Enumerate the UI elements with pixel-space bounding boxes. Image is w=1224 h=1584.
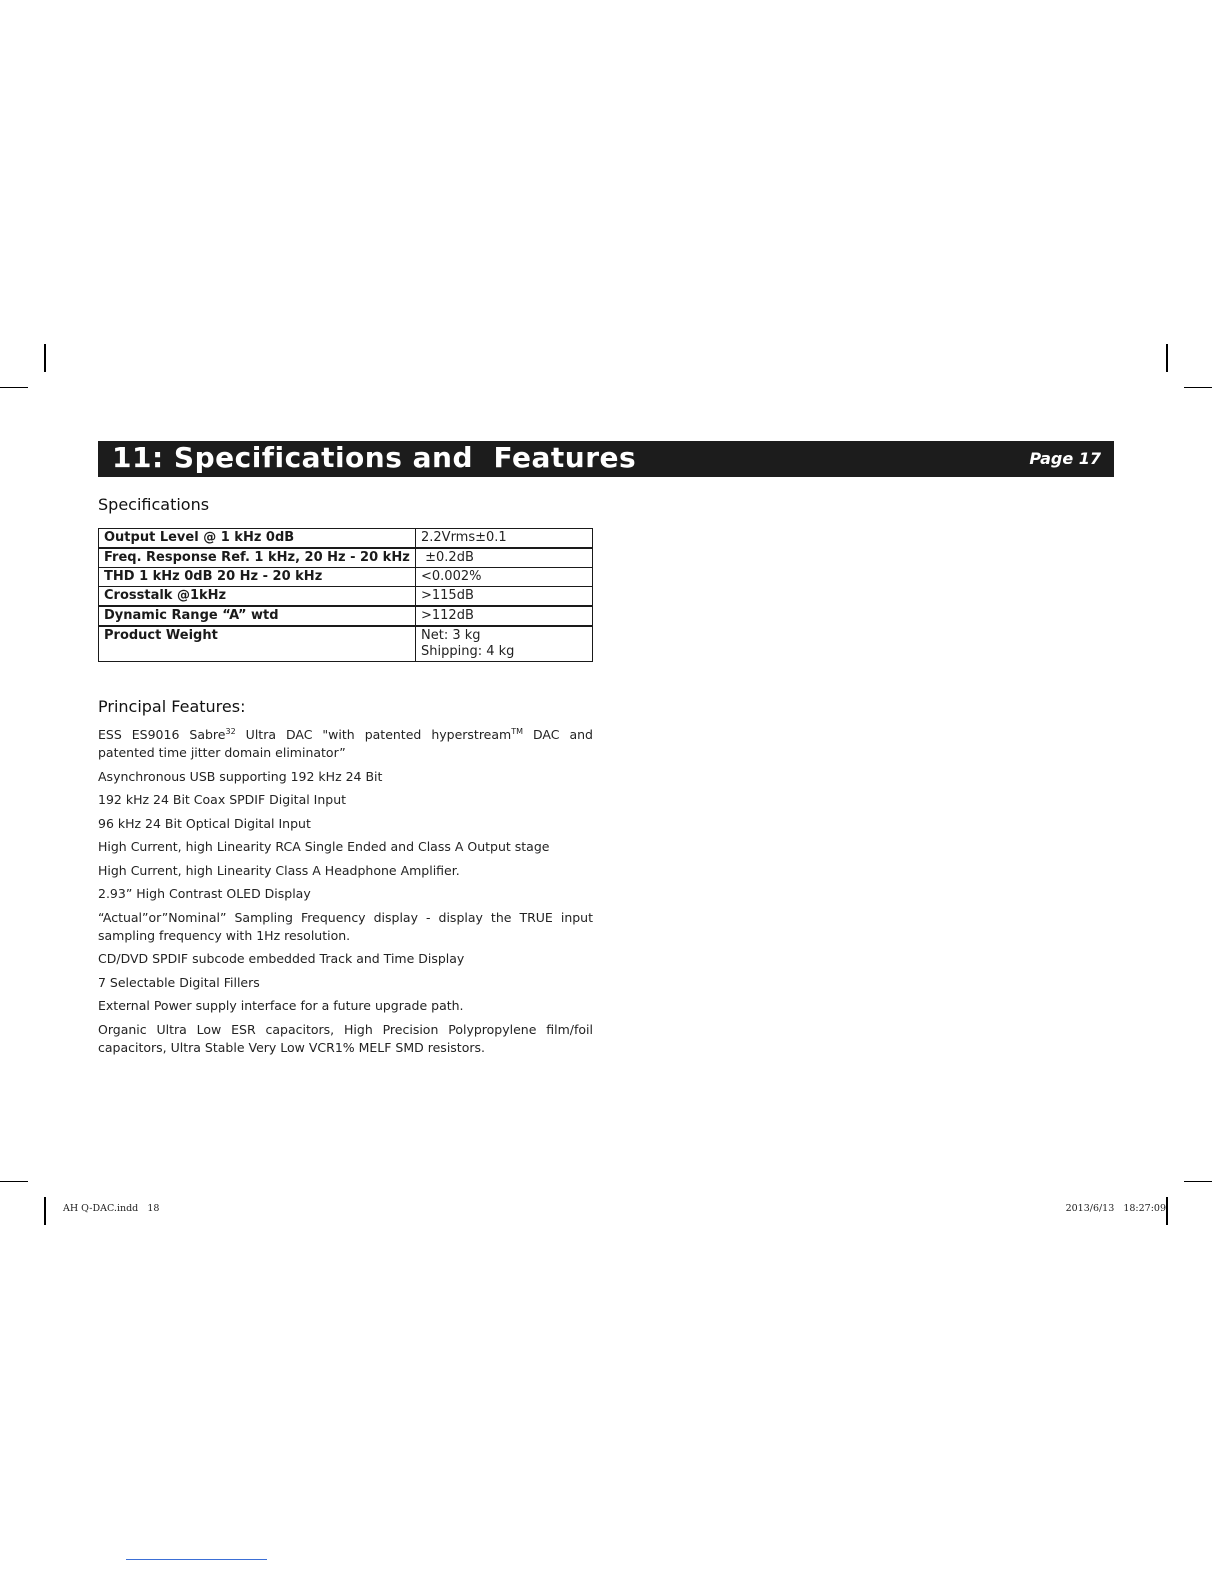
specifications-table [98, 528, 593, 662]
list-item: External Power supply interface for a future upgrade path. [98, 998, 464, 1014]
list-item: 192 kHz 24 Bit Coax SPDIF Digital Input [98, 792, 347, 808]
spec-param: Dynamic Range “A” wtd [99, 606, 416, 626]
features-list [98, 723, 593, 1062]
list-item: High Current, high Linearity Class A Headphone Amplifier. [98, 862, 460, 878]
crop-mark [1184, 387, 1212, 388]
link-underline [126, 1559, 267, 1560]
crop-mark [44, 1197, 46, 1225]
list-item: 96 kHz 24 Bit Optical Digital Input [98, 815, 311, 831]
spec-param: Crosstalk @1kHz [99, 587, 416, 607]
table-row [99, 529, 593, 549]
superscript: TM [511, 727, 524, 736]
slug-timestamp: 2013/6/13 18:27:09 [1065, 1203, 1166, 1214]
list-item: Asynchronous USB supporting 192 kHz 24 Bit [98, 768, 383, 784]
spec-param: Output Level @ 1 kHz 0dB [99, 529, 416, 549]
spec-param: Product Weight [99, 626, 416, 662]
slug-filename: AH Q-DAC.indd 18 [63, 1203, 160, 1214]
spec-value: ±0.2dB [416, 548, 593, 568]
spec-param: THD 1 kHz 0dB 20 Hz - 20 kHz [99, 568, 416, 587]
list-item: 2.93” High Contrast OLED Display [98, 886, 311, 902]
list-item: ESS ES9016 Sabre$^{32}$ Ultra DAC "with patented hyperstream™ DAC and patented time jitter domain eliminator” [98, 727, 593, 761]
specifications-heading: Specifications [98, 495, 210, 514]
list-item: High Current, high Linearity RCA Single Ended and Class A Output stage [98, 839, 550, 855]
crop-mark [1184, 1181, 1212, 1182]
table-row [99, 626, 593, 662]
crop-mark [0, 387, 28, 388]
list-item: Organic Ultra Low ESR capacitors, High Precision Polypropylene film/foil capacitors, Ultra Stable Very Low VCR1% MELF SMD resistors. [98, 1021, 593, 1055]
crop-mark [44, 344, 46, 372]
table-row [99, 568, 593, 587]
crop-mark [1166, 344, 1168, 372]
table-row [99, 606, 593, 626]
spec-value-net: Net: 3 kg [421, 628, 481, 643]
spec-value: <0.002% [416, 568, 593, 587]
table-row [99, 548, 593, 568]
section-title: 11: Specifications and Features [112, 441, 637, 474]
spec-value: >112dB [416, 606, 593, 626]
crop-mark [1166, 1197, 1168, 1225]
features-heading: Principal Features: [98, 697, 246, 716]
page-number: Page 17 [1029, 449, 1101, 468]
table-row [99, 587, 593, 607]
list-item: 7 Selectable Digital Fillers [98, 974, 260, 990]
spec-value [416, 626, 593, 662]
spec-value: 2.2Vrms±0.1 [416, 529, 593, 549]
spec-value-shipping: Shipping: 4 kg [421, 644, 515, 659]
superscript: 32 [225, 727, 236, 736]
section-header-bar [98, 441, 1114, 477]
spec-param: Freq. Response Ref. 1 kHz, 20 Hz - 20 kHz [99, 548, 416, 568]
list-item: “Actual”or”Nominal” Sampling Frequency display - display the TRUE input sampling frequency with 1Hz resolution. [98, 909, 593, 943]
spec-value: >115dB [416, 587, 593, 607]
crop-mark [0, 1181, 28, 1182]
list-item: CD/DVD SPDIF subcode embedded Track and Time Display [98, 951, 465, 967]
